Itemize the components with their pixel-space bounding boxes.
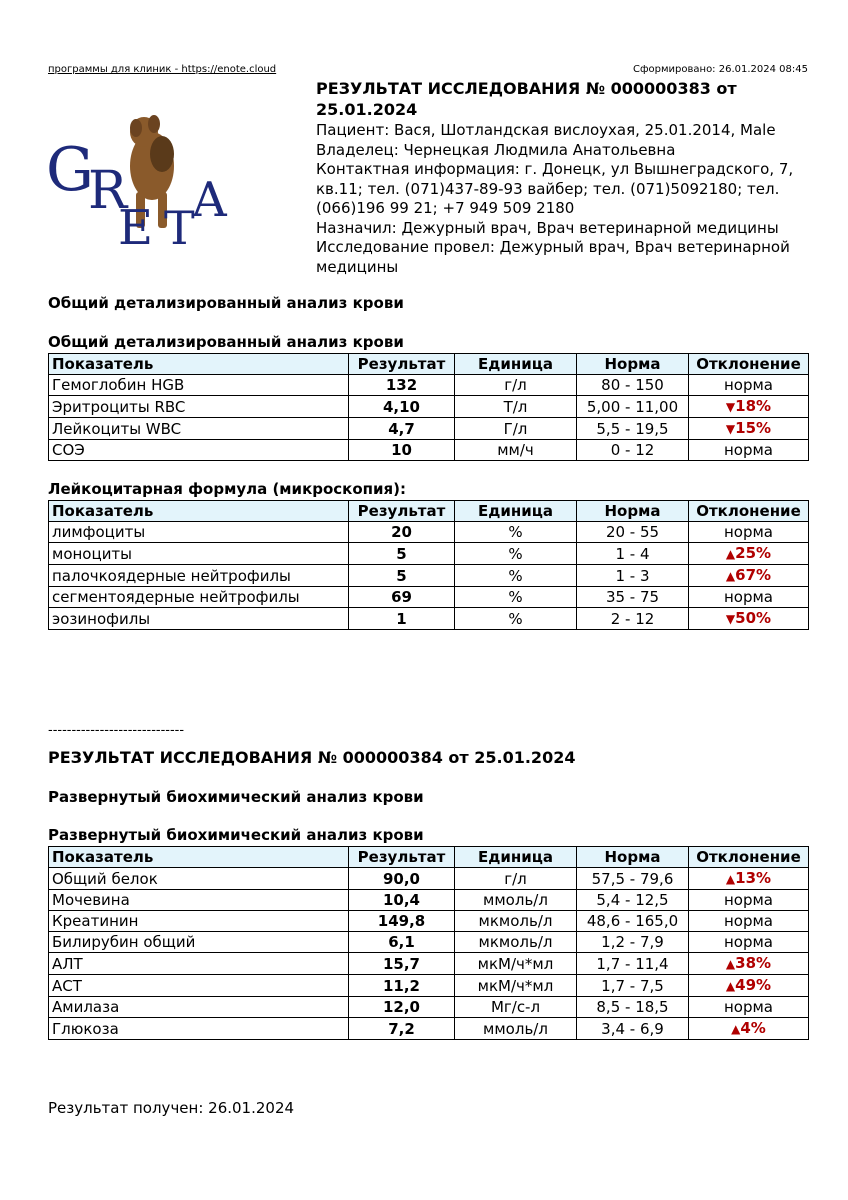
cell-unit: мкмоль/л <box>455 932 577 953</box>
deviation-value: 49% <box>735 976 772 994</box>
cbc-table <box>48 353 809 461</box>
table-header-row <box>49 354 809 375</box>
cell-norm: 1 - 3 <box>577 565 689 587</box>
logo-letter-t: T <box>164 201 195 254</box>
deviation-value: 13% <box>735 869 772 887</box>
cell-name: Билирубин общий <box>49 932 349 953</box>
cell-unit: % <box>455 565 577 587</box>
table-row <box>49 543 809 565</box>
column-header: Норма <box>577 354 689 375</box>
cell-unit: мм/ч <box>455 440 577 461</box>
cell-norm: 1,7 - 11,4 <box>577 953 689 975</box>
column-header: Результат <box>349 847 455 868</box>
cell-deviation: норма <box>689 890 809 911</box>
arrow-down-icon: ▼ <box>725 400 736 414</box>
cell-unit: Г/л <box>455 418 577 440</box>
section-divider: ----------------------------- <box>48 723 185 738</box>
cell-norm: 57,5 - 79,6 <box>577 868 689 890</box>
deviation-value: 67% <box>735 566 772 584</box>
cell-deviation <box>689 543 809 565</box>
cell-deviation <box>689 868 809 890</box>
generated-timestamp: Сформировано: 26.01.2024 08:45 <box>633 64 808 75</box>
table-header-row <box>49 847 809 868</box>
cell-norm: 5,00 - 11,00 <box>577 396 689 418</box>
report-header <box>316 78 816 277</box>
cell-unit: мкмоль/л <box>455 911 577 932</box>
column-header: Результат <box>349 501 455 522</box>
cell-result: 20 <box>349 522 455 543</box>
cell-result: 4,10 <box>349 396 455 418</box>
table-row <box>49 868 809 890</box>
cell-result: 6,1 <box>349 932 455 953</box>
cell-deviation <box>689 565 809 587</box>
clinic-logo <box>44 104 234 254</box>
table-row <box>49 975 809 997</box>
cell-deviation <box>689 396 809 418</box>
arrow-up-icon: ▲ <box>725 547 736 561</box>
cell-norm: 20 - 55 <box>577 522 689 543</box>
table-row <box>49 1018 809 1040</box>
deviation-value: 18% <box>735 397 772 415</box>
leukocyte-formula-table <box>48 500 809 630</box>
cell-deviation <box>689 608 809 630</box>
table3-title: Развернутый биохимический анализ крови <box>48 826 424 844</box>
logo-letter-r: R <box>88 161 128 221</box>
cell-name: сегментоядерные нейтрофилы <box>49 587 349 608</box>
table-row <box>49 565 809 587</box>
cell-unit: мкМ/ч*мл <box>455 953 577 975</box>
cell-deviation: норма <box>689 440 809 461</box>
column-header: Единица <box>455 501 577 522</box>
table-row <box>49 953 809 975</box>
cell-result: 15,7 <box>349 953 455 975</box>
column-header: Показатель <box>49 354 349 375</box>
cell-norm: 5,5 - 19,5 <box>577 418 689 440</box>
column-header: Показатель <box>49 847 349 868</box>
cell-result: 12,0 <box>349 997 455 1018</box>
cell-name: АЛТ <box>49 953 349 975</box>
cell-deviation: норма <box>689 911 809 932</box>
table-row <box>49 375 809 396</box>
cell-name: Глюкоза <box>49 1018 349 1040</box>
column-header: Норма <box>577 501 689 522</box>
cell-result: 4,7 <box>349 418 455 440</box>
cell-deviation: норма <box>689 375 809 396</box>
cell-unit: ммоль/л <box>455 890 577 911</box>
cell-result: 90,0 <box>349 868 455 890</box>
cell-result: 1 <box>349 608 455 630</box>
cell-unit: г/л <box>455 375 577 396</box>
cell-result: 7,2 <box>349 1018 455 1040</box>
arrow-up-icon: ▲ <box>725 569 736 583</box>
cell-norm: 1,2 - 7,9 <box>577 932 689 953</box>
owner-info: Владелец: Чернецкая Людмила Анатольевна <box>316 140 676 159</box>
biochemistry-table <box>48 846 809 1040</box>
report-title: РЕЗУЛЬТАТ ИССЛЕДОВАНИЯ № 000000383 от 25.01.2024 <box>316 79 737 119</box>
table2-title: Лейкоцитарная формула (микроскопия): <box>48 480 407 498</box>
cell-name: Гемоглобин HGB <box>49 375 349 396</box>
arrow-up-icon: ▲ <box>725 957 736 971</box>
cell-deviation <box>689 418 809 440</box>
table-row <box>49 396 809 418</box>
cell-unit: % <box>455 522 577 543</box>
cell-unit: Т/л <box>455 396 577 418</box>
column-header: Единица <box>455 847 577 868</box>
cell-unit: % <box>455 543 577 565</box>
cell-unit: Мг/с-л <box>455 997 577 1018</box>
cell-norm: 2 - 12 <box>577 608 689 630</box>
contact-info: Контактная информация: г. Донецк, ул Вышнеградского, 7, кв.11; тел. (071)437-89-93 вайбер; тел. (071)5092180; тел. (066)196 99 21; +7 949 509 2180 <box>316 160 794 217</box>
table-row <box>49 522 809 543</box>
cell-norm: 5,4 - 12,5 <box>577 890 689 911</box>
cell-unit: ммоль/л <box>455 1018 577 1040</box>
cell-result: 5 <box>349 565 455 587</box>
study1-heading: Общий детализированный анализ крови <box>48 294 404 312</box>
deviation-value: 4% <box>740 1019 766 1037</box>
table-row <box>49 997 809 1018</box>
cell-norm: 80 - 150 <box>577 375 689 396</box>
cell-result: 69 <box>349 587 455 608</box>
logo-letter-e: E <box>118 200 154 254</box>
performed-by: Исследование провел: Дежурный врач, Врач ветеринарной медицины <box>316 238 790 276</box>
cell-result: 132 <box>349 375 455 396</box>
cell-name: Мочевина <box>49 890 349 911</box>
column-header: Единица <box>455 354 577 375</box>
column-header: Отклонение <box>689 501 809 522</box>
deviation-value: 25% <box>735 544 772 562</box>
column-header: Результат <box>349 354 455 375</box>
enote-link[interactable]: программы для клиник - https://enote.cloud <box>48 64 277 75</box>
cell-norm: 35 - 75 <box>577 587 689 608</box>
cell-name: Общий белок <box>49 868 349 890</box>
cell-name: Лейкоциты WBC <box>49 418 349 440</box>
arrow-up-icon: ▲ <box>725 872 736 886</box>
column-header: Показатель <box>49 501 349 522</box>
study2-heading: Развернутый биохимический анализ крови <box>48 788 424 806</box>
table-row <box>49 587 809 608</box>
arrow-down-icon: ▼ <box>725 422 736 436</box>
arrow-down-icon: ▼ <box>725 612 736 626</box>
cell-deviation <box>689 975 809 997</box>
cell-name: СОЭ <box>49 440 349 461</box>
cell-name: палочкоядерные нейтрофилы <box>49 565 349 587</box>
table-header-row <box>49 501 809 522</box>
cell-unit: г/л <box>455 868 577 890</box>
deviation-value: 15% <box>735 419 772 437</box>
cell-deviation <box>689 1018 809 1040</box>
cell-name: лимфоциты <box>49 522 349 543</box>
cell-deviation: норма <box>689 932 809 953</box>
cell-name: Креатинин <box>49 911 349 932</box>
table-row <box>49 890 809 911</box>
patient-info: Пациент: Вася, Шотландская вислоухая, 25.01.2014, Male <box>316 121 776 139</box>
cell-deviation: норма <box>689 522 809 543</box>
cell-deviation: норма <box>689 587 809 608</box>
table-row <box>49 608 809 630</box>
cell-unit: % <box>455 587 577 608</box>
cell-result: 10,4 <box>349 890 455 911</box>
cell-result: 5 <box>349 543 455 565</box>
cell-norm: 48,6 - 165,0 <box>577 911 689 932</box>
column-header: Отклонение <box>689 847 809 868</box>
result-received: Результат получен: 26.01.2024 <box>48 1099 295 1117</box>
cell-name: АСТ <box>49 975 349 997</box>
cell-unit: мкМ/ч*мл <box>455 975 577 997</box>
arrow-up-icon: ▲ <box>731 1022 741 1036</box>
study2-title: РЕЗУЛЬТАТ ИССЛЕДОВАНИЯ № 000000384 от 25.01.2024 <box>48 748 576 767</box>
deviation-value: 50% <box>735 609 772 627</box>
cell-name: Амилаза <box>49 997 349 1018</box>
cell-norm: 3,4 - 6,9 <box>577 1018 689 1040</box>
cell-name: моноциты <box>49 543 349 565</box>
cell-deviation <box>689 953 809 975</box>
assigned-by: Назначил: Дежурный врач, Врач ветеринарной медицины <box>316 218 779 237</box>
table-row <box>49 440 809 461</box>
cell-deviation: норма <box>689 997 809 1018</box>
cell-norm: 8,5 - 18,5 <box>577 997 689 1018</box>
table-row <box>49 932 809 953</box>
cell-norm: 0 - 12 <box>577 440 689 461</box>
cell-unit: % <box>455 608 577 630</box>
logo-letter-g: G <box>46 135 94 205</box>
table-row <box>49 911 809 932</box>
cell-name: эозинофилы <box>49 608 349 630</box>
table1-title: Общий детализированный анализ крови <box>48 333 404 351</box>
cell-result: 10 <box>349 440 455 461</box>
cell-name: Эритроциты RBC <box>49 396 349 418</box>
logo-letter-a: A <box>192 172 227 228</box>
cell-result: 149,8 <box>349 911 455 932</box>
cell-result: 11,2 <box>349 975 455 997</box>
cell-norm: 1,7 - 7,5 <box>577 975 689 997</box>
column-header: Отклонение <box>689 354 809 375</box>
cell-norm: 1 - 4 <box>577 543 689 565</box>
arrow-up-icon: ▲ <box>725 979 736 993</box>
deviation-value: 38% <box>735 954 772 972</box>
table-row <box>49 418 809 440</box>
column-header: Норма <box>577 847 689 868</box>
